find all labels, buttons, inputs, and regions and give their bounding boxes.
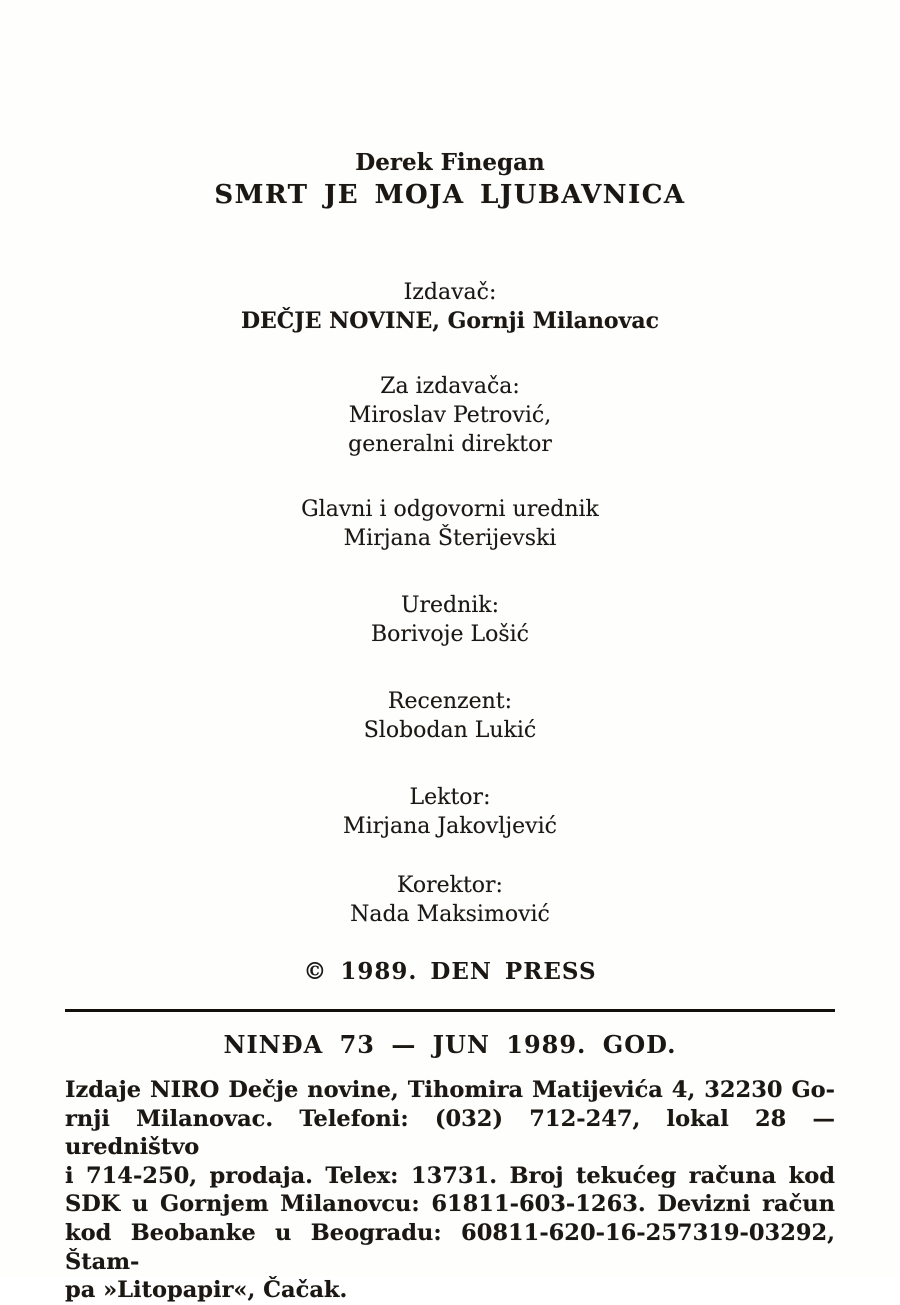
horizontal-divider bbox=[65, 1009, 835, 1012]
credit-section-editor bbox=[65, 591, 835, 649]
credit-label: Korektor: bbox=[397, 873, 503, 898]
credit-section-editor-in-chief bbox=[65, 495, 835, 553]
credit-section-for-publisher bbox=[65, 372, 835, 459]
credit-section-publisher bbox=[65, 278, 835, 336]
credit-label: Recenzent: bbox=[387, 689, 513, 714]
book-title: SMRT JE MOJA LJUBAVNICA bbox=[214, 180, 686, 210]
credit-label: Glavni i odgovorni urednik bbox=[301, 497, 599, 522]
credit-value: Mirjana Jakovljević bbox=[343, 814, 557, 839]
imprint-line: SDK u Gornjem Milanovcu: 61811-603-1263. Devizni račun bbox=[65, 1191, 835, 1218]
credit-value: Miroslav Petrović, bbox=[348, 403, 552, 428]
credit-section-proofreader bbox=[65, 871, 835, 929]
imprint-line: rnji Milanovac. Telefoni: (032) 712-247, lokal 28 — uredništvo bbox=[65, 1105, 835, 1161]
author-name: Derek Finegan bbox=[355, 149, 545, 176]
credit-value: Slobodan Lukić bbox=[363, 718, 537, 743]
book-header bbox=[65, 148, 835, 212]
credit-value: Nada Maksimović bbox=[350, 902, 550, 927]
imprint-line: kod Beobanke u Beogradu: 60811-620-16-257319-03292, Štam- bbox=[65, 1219, 835, 1275]
credit-value: DEČJE NOVINE, Gornji Milanovac bbox=[240, 308, 660, 334]
credit-label: Lektor: bbox=[409, 785, 491, 810]
credit-value: Borivoje Lošić bbox=[371, 622, 529, 647]
imprint-line: Izdaje NIRO Dečje novine, Tihomira Matijevića 4, 32230 Go- bbox=[65, 1077, 835, 1103]
imprint-line: pa »Litopapir«, Čačak. bbox=[65, 1277, 348, 1304]
imprint-line: i 714-250, prodaja. Telex: 13731. Broj tekućeg računa kod bbox=[65, 1162, 835, 1189]
credit-label: Urednik: bbox=[400, 593, 500, 618]
credit-label: Izdavač: bbox=[403, 280, 497, 305]
credit-value: generalni direktor bbox=[348, 432, 552, 457]
imprint-paragraph bbox=[65, 1076, 835, 1305]
credit-value: Mirjana Šterijevski bbox=[343, 526, 557, 551]
copyright-line: © 1989. DEN PRESS bbox=[303, 958, 597, 985]
credit-section-lector bbox=[65, 783, 835, 841]
credit-label: Za izdavača: bbox=[380, 374, 520, 399]
credit-section-reviewer bbox=[65, 687, 835, 745]
edition-line: NINĐA 73 — JUN 1989. GOD. bbox=[223, 1030, 677, 1059]
